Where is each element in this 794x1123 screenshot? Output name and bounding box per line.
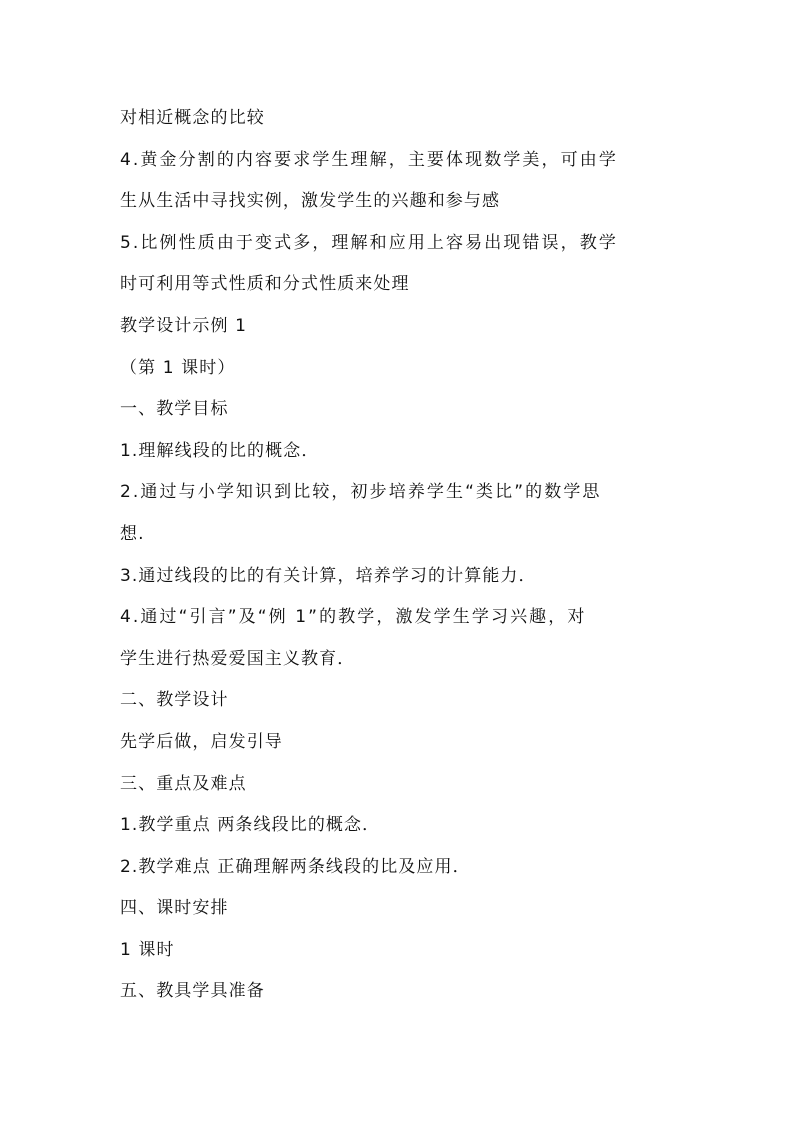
list-item: 1.教学重点 两条线段比的概念．: [120, 815, 381, 836]
text-line: 对相近概念的比较: [120, 108, 265, 128]
text-line: 生从生活中寻找实例，激发学生的兴趣和参与感: [120, 191, 501, 212]
text-line: 想.: [120, 523, 145, 544]
list-item: 2.通过与小学知识到比较，初步培养学生“类比”的数学思: [120, 482, 602, 503]
list-item: 2.教学难点 正确理解两条线段的比及应用．: [120, 856, 471, 877]
list-item: 4.通过“引言”及“例 1”的教学，激发学生学习兴趣，对: [120, 607, 587, 628]
section-heading: 三、重点及难点: [120, 773, 247, 794]
section-heading: 二、教学设计: [120, 690, 229, 711]
list-item: 1.理解线段的比的概念．: [120, 440, 320, 461]
text-line: 5.比例性质由于变式多，理解和应用上容易出现错误，教学: [120, 232, 618, 253]
text-line: 学生进行热爱爱国主义教育．: [120, 648, 356, 669]
text-line: 4.黄金分割的内容要求学生理解，主要体现数学美，可由学: [120, 149, 618, 170]
text-line: 先学后做，启发引导: [120, 731, 283, 752]
document-body: [120, 98, 680, 1013]
list-item: 3.通过线段的比的有关计算，培养学习的计算能力．: [120, 565, 537, 586]
section-heading: 五、教具学具准备: [120, 981, 265, 1002]
text-line: 1 课时: [120, 939, 175, 960]
lesson-period: （第 1 课时）: [120, 357, 236, 378]
text-line: 时可利用等式性质和分式性质来处理: [120, 274, 410, 295]
section-heading: 四、课时安排: [120, 898, 229, 919]
section-title: 教学设计示例 1: [120, 315, 248, 336]
section-heading: 一、教学目标: [120, 399, 229, 420]
